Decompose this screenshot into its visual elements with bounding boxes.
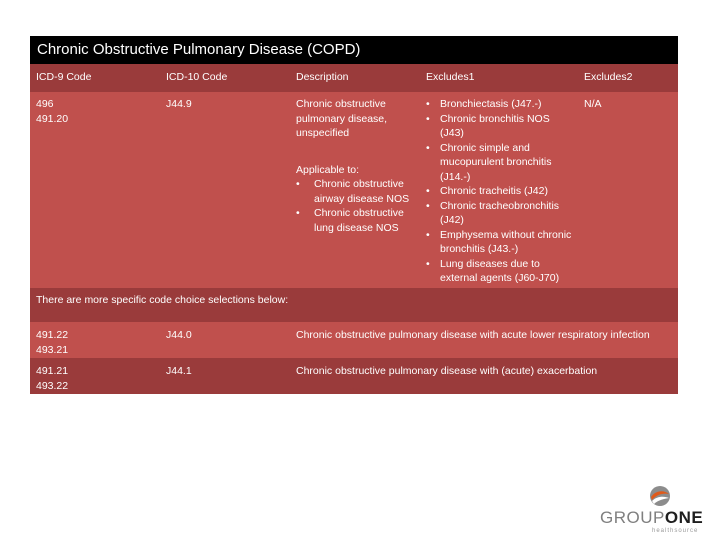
icd9-code: 493.22 <box>36 379 69 392</box>
applicable-list <box>296 177 416 235</box>
header-row <box>30 64 678 92</box>
excludes1-list <box>426 97 576 286</box>
icd9-code: 496 <box>36 98 54 110</box>
description-text: Chronic obstructive pulmonary disease with acute lower respiratory infection <box>296 329 650 341</box>
excludes2-value: N/A <box>584 98 602 110</box>
icd10-code: J44.0 <box>166 329 192 341</box>
icd9-cell <box>36 328 156 357</box>
list-item: • Chronic simple and mucopurulent bronchitis (J14.-) <box>426 141 576 185</box>
note-text: There are more specific code choice selections below: <box>36 294 289 306</box>
table-title: Chronic Obstructive Pulmonary Disease (COPD) <box>30 36 678 64</box>
description-text: Chronic obstructive pulmonary disease, unspecified <box>296 98 388 139</box>
applicable-block <box>296 163 416 236</box>
icd9-code: 493.21 <box>36 343 69 356</box>
logo-word-group: GROUP <box>600 508 665 527</box>
icd9-code: 491.20 <box>36 112 69 125</box>
list-item: • Chronic obstructive airway disease NOS <box>296 177 416 206</box>
header-excludes1: Excludes1 <box>426 71 475 83</box>
icd10-code: J44.1 <box>166 365 192 377</box>
header-excludes2: Excludes2 <box>584 71 633 83</box>
list-item: • Chronic tracheobronchitis (J42) <box>426 199 576 228</box>
list-item: • Chronic tracheitis (J42) <box>426 184 576 199</box>
copd-table <box>30 36 678 394</box>
icd9-cell <box>36 97 156 126</box>
description-cell <box>296 97 416 235</box>
list-item: • Bronchiectasis (J47.-) <box>426 97 576 112</box>
logo-tagline: healthsource <box>652 528 699 534</box>
icd9-cell <box>36 364 156 393</box>
table-row <box>30 322 678 358</box>
icd9-code: 491.22 <box>36 329 69 341</box>
excludes1-cell <box>426 97 576 286</box>
icd10-code: J44.9 <box>166 98 192 110</box>
header-icd9: ICD-9 Code <box>36 71 92 83</box>
logo-wordmark <box>600 508 703 528</box>
list-item: • Chronic obstructive lung disease NOS <box>296 206 416 235</box>
table-row <box>30 92 678 288</box>
list-item: • Lung diseases due to external agents (J60-J70) <box>426 257 576 286</box>
applicable-label: Applicable to: <box>296 163 360 176</box>
header-icd10: ICD-10 Code <box>166 71 228 83</box>
logo-swirl-icon <box>648 484 672 508</box>
header-description: Description <box>296 71 349 83</box>
description-text: Chronic obstructive pulmonary disease with (acute) exacerbation <box>296 365 598 377</box>
table-row <box>30 358 678 394</box>
icd9-code: 491.21 <box>36 365 69 377</box>
list-item: • Emphysema without chronic bronchitis (J43.-) <box>426 228 576 257</box>
logo-word-one: ONE <box>664 508 704 527</box>
list-item: • Chronic bronchitis NOS (J43) <box>426 112 576 141</box>
group-one-logo <box>600 484 720 534</box>
note-row <box>30 288 678 322</box>
